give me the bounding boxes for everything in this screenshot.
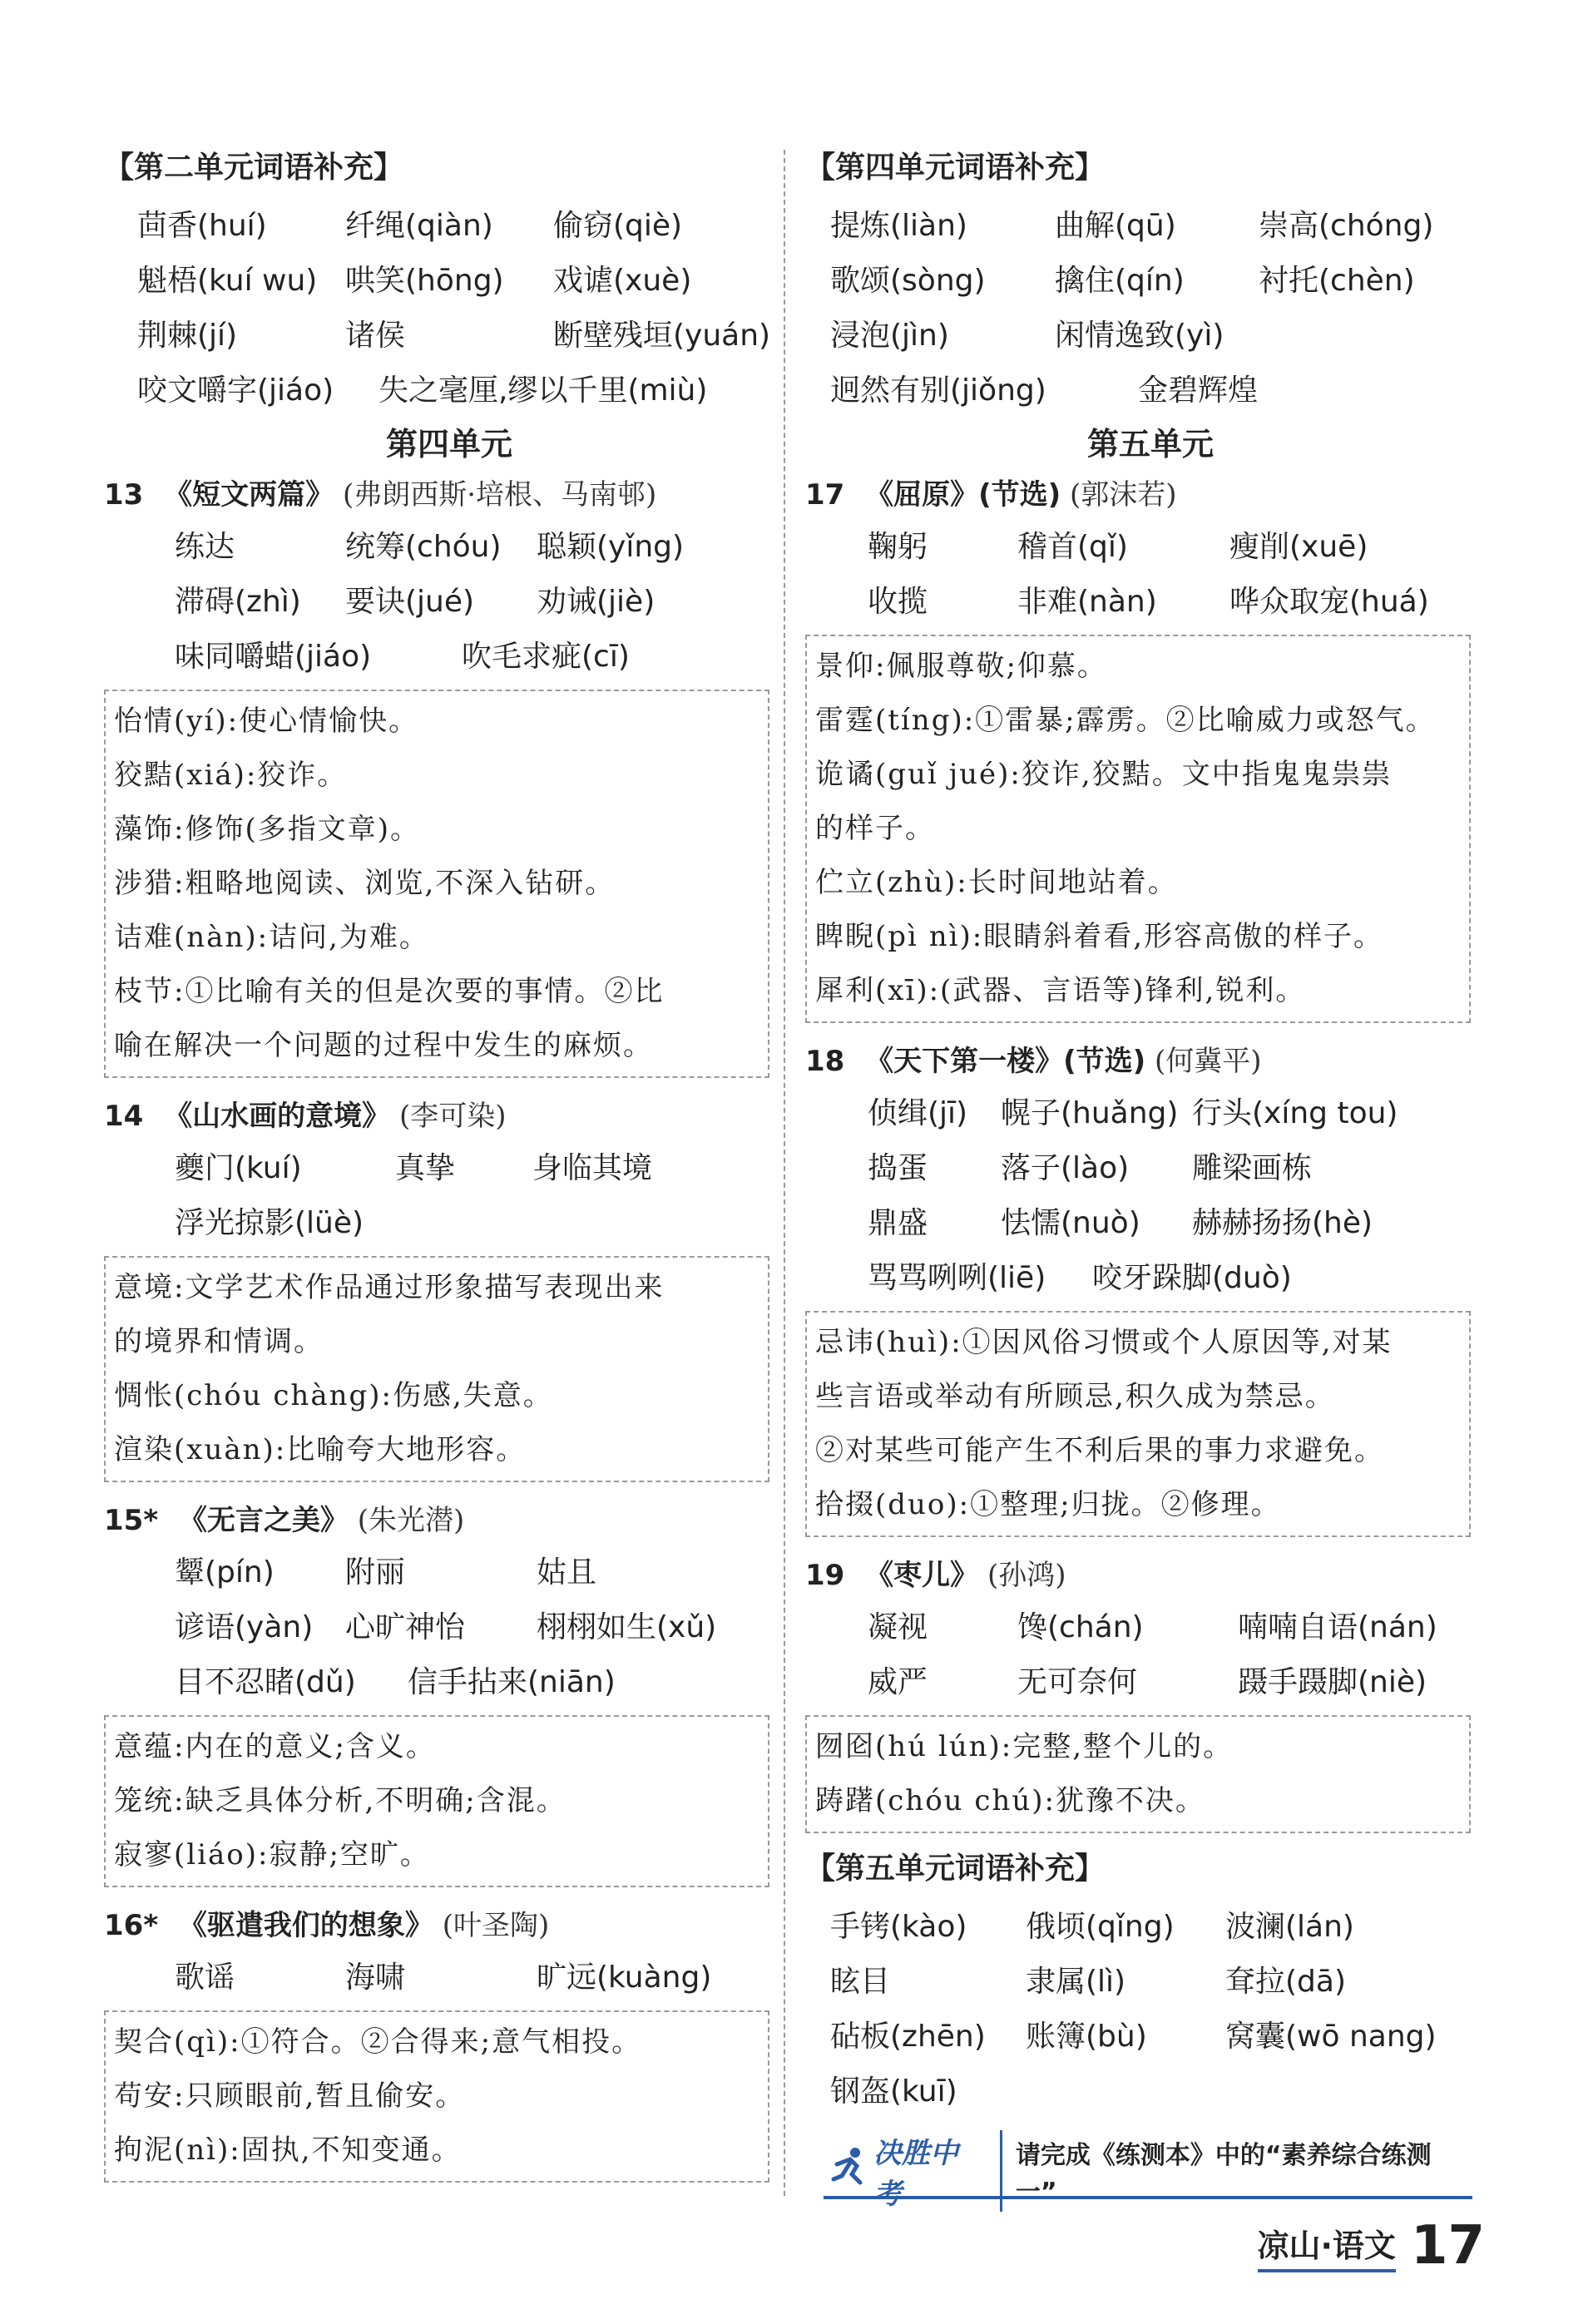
definition: 雷霆(tíng):①雷暴;霹雳。②比喻威力或怒气。 (815, 704, 1436, 737)
vocab-word: 凝视 (868, 1610, 928, 1644)
unit5-supplement-header: 【第五单元词语补充】 (805, 1852, 1106, 1886)
banner-brand: 决胜中考 (873, 2130, 1002, 2212)
vocab-word: 雕梁画栋 (1192, 1151, 1313, 1185)
lesson-name: 《短文两篇》 (164, 478, 334, 512)
vocab-word: 咬牙跺脚(duò) (1092, 1261, 1292, 1295)
page-number: 17 (1410, 2215, 1485, 2277)
vocab-word: 诸侯 (345, 319, 406, 353)
lesson-name: 《屈原》(节选) (865, 478, 1061, 512)
definition: 枝节:①比喻有关的但是次要的事情。②比 (114, 975, 665, 1008)
vocab-word: 手铐(kào) (830, 1910, 967, 1944)
vocab-word: 劝诫(jiè) (537, 585, 656, 619)
vocab-word: 浸泡(jìn) (830, 319, 949, 353)
lesson-17-definitions (805, 635, 1471, 1023)
definition: 诡谲(guǐ jué):狡诈,狡黠。文中指鬼鬼祟祟 (815, 758, 1392, 791)
definition: 渲染(xuàn):比喻夸大地形容。 (114, 1433, 527, 1466)
vocab-word: 练达 (175, 530, 235, 564)
vocab-word: 窝囊(wō nang) (1225, 2020, 1437, 2054)
vocab-word: 旷远(kuàng) (537, 1961, 712, 1995)
vocab-word: 喃喃自语(nán) (1238, 1610, 1437, 1644)
vocab-word: 收揽 (868, 585, 928, 619)
lesson-number: 14 (104, 1100, 144, 1133)
vocab-word: 偷窃(qiè) (553, 209, 683, 243)
vocab-word: 哄笑(hōng) (345, 264, 504, 298)
lesson-author: (叶圣陶) (442, 1909, 550, 1942)
vocab-word: 无可奈何 (1017, 1665, 1138, 1699)
lesson-number: 19 (805, 1559, 845, 1592)
vocab-word: 捣蛋 (868, 1151, 928, 1185)
vocab-word: 歌谣 (175, 1961, 235, 1995)
vocab-word: 擒住(qín) (1055, 264, 1185, 298)
lesson-13-words (175, 520, 794, 630)
unit5-supplement-words (830, 1900, 1496, 2119)
definition: 狡黠(xiá):狡诈。 (114, 759, 348, 792)
definition: 踌躇(chóu chú):犹豫不决。 (815, 1784, 1205, 1817)
definition: 意境:文学艺术作品通过形象描写表现出来 (114, 1271, 665, 1304)
definition: 契合(qì):①符合。②合得来;意气相投。 (114, 2025, 642, 2059)
vocab-word: 鼎盛 (868, 1206, 928, 1240)
vocab-word: 颦(pín) (175, 1555, 275, 1590)
vocab-word: 馋(chán) (1017, 1610, 1144, 1644)
unit2-supplement-words-last-row (137, 363, 794, 418)
lesson-name: 《驱遣我们的想象》 (178, 1909, 433, 1942)
vocab-word: 衬托(chèn) (1259, 264, 1415, 298)
vocab-word: 目不忍睹(dǔ) (175, 1665, 356, 1699)
lesson-15-words (175, 1545, 794, 1655)
lesson-16-words (175, 1951, 794, 2005)
exam-banner (824, 2137, 1472, 2211)
vocab-word: 谚语(yàn) (175, 1610, 314, 1644)
vocab-word: 统筹(chóu) (345, 530, 502, 564)
lesson-18-definitions (805, 1311, 1471, 1537)
vocab-word: 聪颖(yǐng) (537, 530, 685, 564)
lesson-18-words-last-row (868, 1251, 1496, 1306)
unit2-supplement-words (137, 199, 794, 363)
lesson-name: 《山水画的意境》 (164, 1100, 391, 1133)
definition: 涉猎:粗略地阅读、浏览,不深入钻研。 (114, 867, 616, 900)
definition: 睥睨(pì nì):眼睛斜着看,形容高傲的样子。 (815, 920, 1384, 953)
vocab-word: 栩栩如生(xǔ) (537, 1610, 717, 1644)
lesson-19-words (868, 1600, 1496, 1710)
banner-text: 请完成《练测本》中的“素养综合练测一” (1015, 2141, 1432, 2207)
vocab-word: 咬文嚼字(jiáo) (137, 373, 334, 408)
vocab-word: 蹑手蹑脚(niè) (1238, 1665, 1427, 1699)
lesson-number: 13 (104, 478, 144, 512)
lesson-15-title (104, 1496, 794, 1545)
vocab-word: 骂骂咧咧(liē) (868, 1261, 1046, 1295)
lesson-author: (孙鸿) (987, 1559, 1066, 1592)
vocab-word: 歌颂(sòng) (830, 264, 986, 298)
vocab-word: 金碧辉煌 (1138, 373, 1259, 408)
lesson-author: (郭沫若) (1070, 478, 1177, 512)
lesson-16-definitions (104, 2010, 769, 2183)
definition: 惆怅(chóu chàng):伤感,失意。 (114, 1379, 553, 1412)
lesson-name: 《无言之美》 (178, 1504, 349, 1537)
vocab-word: 心旷神怡 (345, 1610, 466, 1644)
definition: 忌讳(huì):①因风俗习惯或个人原因等,对某 (815, 1326, 1393, 1359)
page-footer (1258, 2208, 1486, 2283)
lesson-name: 《枣儿》 (865, 1559, 979, 1592)
vocab-word: 怯懦(nuò) (1001, 1206, 1140, 1240)
vocab-word: 附丽 (345, 1555, 406, 1590)
lesson-13-words-last-row (175, 630, 794, 685)
definition: 拘泥(nì):固执,不知变通。 (114, 2134, 462, 2167)
vocab-word: 曲解(qū) (1055, 209, 1176, 243)
vocab-word: 威严 (868, 1665, 928, 1699)
vocab-word: 俄顷(qǐng) (1026, 1910, 1175, 1944)
definition: 景仰:佩服尊敬;仰慕。 (815, 650, 1107, 683)
vocab-word: 账簿(bù) (1026, 2020, 1147, 2054)
lesson-15-definitions (104, 1715, 769, 1887)
unit4-supplement-words (830, 199, 1496, 309)
vocab-word: 戏谑(xuè) (553, 264, 692, 298)
lesson-number: 15* (104, 1504, 159, 1537)
vocab-word: 茴香(huí) (137, 209, 267, 243)
lesson-number: 18 (805, 1045, 845, 1078)
definition: 些言语或举动有所顾忌,积久成为禁忌。 (815, 1380, 1335, 1413)
definition: 意蕴:内在的意义;含义。 (114, 1730, 436, 1763)
vocab-word: 身临其境 (532, 1151, 653, 1185)
lesson-author: (何冀平) (1155, 1045, 1262, 1078)
vocab-word: 要诀(jué) (345, 585, 475, 619)
vocab-word: 崇高(chóng) (1259, 209, 1434, 243)
left-column (104, 146, 794, 2196)
lesson-13-title (104, 470, 794, 520)
lesson-name: 《天下第一楼》(节选) (865, 1045, 1146, 1078)
lesson-14-title (104, 1091, 794, 1141)
vocab-word: 落子(lào) (1001, 1151, 1130, 1185)
definition: 的境界和情调。 (114, 1325, 324, 1358)
unit4-supplement-words-row3 (830, 309, 1496, 363)
lesson-16-title (104, 1901, 794, 1951)
definition: 犀利(xī):(武器、言语等)锋利,锐利。 (815, 974, 1306, 1007)
vocab-word: 味同嚼蜡(jiáo) (175, 640, 372, 674)
vocab-word: 钢盔(kuī) (830, 2074, 957, 2109)
vocab-word: 行头(xíng tou) (1192, 1096, 1398, 1130)
vocab-word: 非难(nàn) (1017, 585, 1157, 619)
lesson-17-words (868, 520, 1496, 630)
vocab-word: 赫赫扬扬(hè) (1192, 1206, 1373, 1240)
lesson-19-definitions (805, 1715, 1471, 1833)
vocab-word: 断壁残垣(yuán) (553, 319, 771, 353)
vocab-word: 提炼(liàn) (830, 209, 967, 243)
definition: 诘难(nàn):诘问,为难。 (114, 921, 429, 954)
definition: 拾掇(duo):①整理;归拢。②修理。 (815, 1488, 1281, 1521)
lesson-author: (李可染) (398, 1100, 507, 1133)
lesson-18-words (868, 1086, 1496, 1251)
lesson-number: 16* (104, 1909, 159, 1942)
lesson-14-words (175, 1141, 794, 1251)
vocab-word: 幌子(huǎng) (1001, 1096, 1179, 1130)
definition: 的样子。 (815, 812, 935, 845)
definition: 伫立(zhù):长时间地站着。 (815, 866, 1178, 899)
runner-icon (824, 2144, 873, 2198)
lesson-13-definitions (104, 690, 769, 1078)
definition: 苟安:只顾眼前,暂且偷安。 (114, 2079, 466, 2113)
vocab-word: 眩目 (830, 1965, 891, 1999)
unit2-supplement-header: 【第二单元词语补充】 (104, 151, 404, 185)
definition: 藻饰:修饰(多指文章)。 (114, 813, 420, 846)
vocab-word: 迥然有别(jiǒng) (830, 373, 1046, 408)
vocab-word: 荆棘(jí) (137, 319, 238, 353)
vocab-word: 耷拉(dā) (1225, 1965, 1347, 1999)
vocab-word: 稽首(qǐ) (1017, 530, 1128, 564)
definition: 笼统:缺乏具体分析,不明确;含混。 (114, 1784, 566, 1817)
vocab-word: 真挚 (395, 1151, 456, 1185)
vocab-word: 滞碍(zhì) (175, 585, 301, 619)
vocab-word: 哗众取宠(huá) (1229, 585, 1429, 619)
definition: 寂寥(liáo):寂静;空旷。 (114, 1838, 430, 1872)
vocab-word: 失之毫厘,缪以千里(miù) (378, 373, 708, 408)
lesson-17-title (805, 470, 1496, 520)
unit4-supplement-header: 【第四单元词语补充】 (805, 151, 1106, 185)
definition: ②对某些可能产生不利后果的事力求避免。 (815, 1434, 1384, 1467)
definition: 怡情(yí):使心情愉快。 (114, 705, 419, 738)
unit4-title: 第四单元 (385, 426, 512, 462)
lesson-18-title (805, 1036, 1496, 1086)
vocab-word: 隶属(lì) (1026, 1965, 1126, 1999)
definition: 喻在解决一个问题的过程中发生的麻烦。 (114, 1029, 653, 1062)
vocab-word: 姑且 (537, 1555, 597, 1590)
definition: 囫囵(hú lún):完整,整个儿的。 (815, 1730, 1234, 1763)
vocab-word: 闲情逸致(yì) (1055, 319, 1224, 353)
lesson-19-title (805, 1550, 1496, 1600)
lesson-author: (弗朗西斯·培根、马南邨) (342, 478, 657, 512)
vocab-word: 夔门(kuí) (175, 1151, 302, 1185)
vocab-word: 信手拈来(niān) (408, 1665, 616, 1699)
unit4-supplement-words-row4 (830, 363, 1496, 418)
right-column (805, 146, 1496, 2119)
vocab-word: 吹毛求疵(cī) (462, 640, 630, 674)
vocab-word: 瘦削(xuē) (1229, 530, 1368, 564)
vocab-word: 侦缉(jī) (868, 1096, 968, 1130)
lesson-14-definitions (104, 1256, 769, 1482)
lesson-15-words-last-row (175, 1655, 794, 1710)
footer-label: 凉山·语文 (1258, 2220, 1396, 2272)
vocab-word: 纤绳(qiàn) (345, 209, 493, 243)
vocab-word: 海啸 (345, 1961, 406, 1995)
vocab-word: 魁梧(kuí wu) (137, 264, 318, 298)
vocab-word: 波澜(lán) (1225, 1910, 1354, 1944)
vocab-word: 砧板(zhēn) (830, 2020, 986, 2054)
vocab-word: 鞠躬 (868, 530, 928, 564)
vocab-word: 浮光掠影(lüè) (175, 1206, 364, 1240)
lesson-number: 17 (805, 478, 845, 512)
unit5-title: 第五单元 (1086, 426, 1214, 462)
lesson-author: (朱光潜) (357, 1504, 465, 1537)
